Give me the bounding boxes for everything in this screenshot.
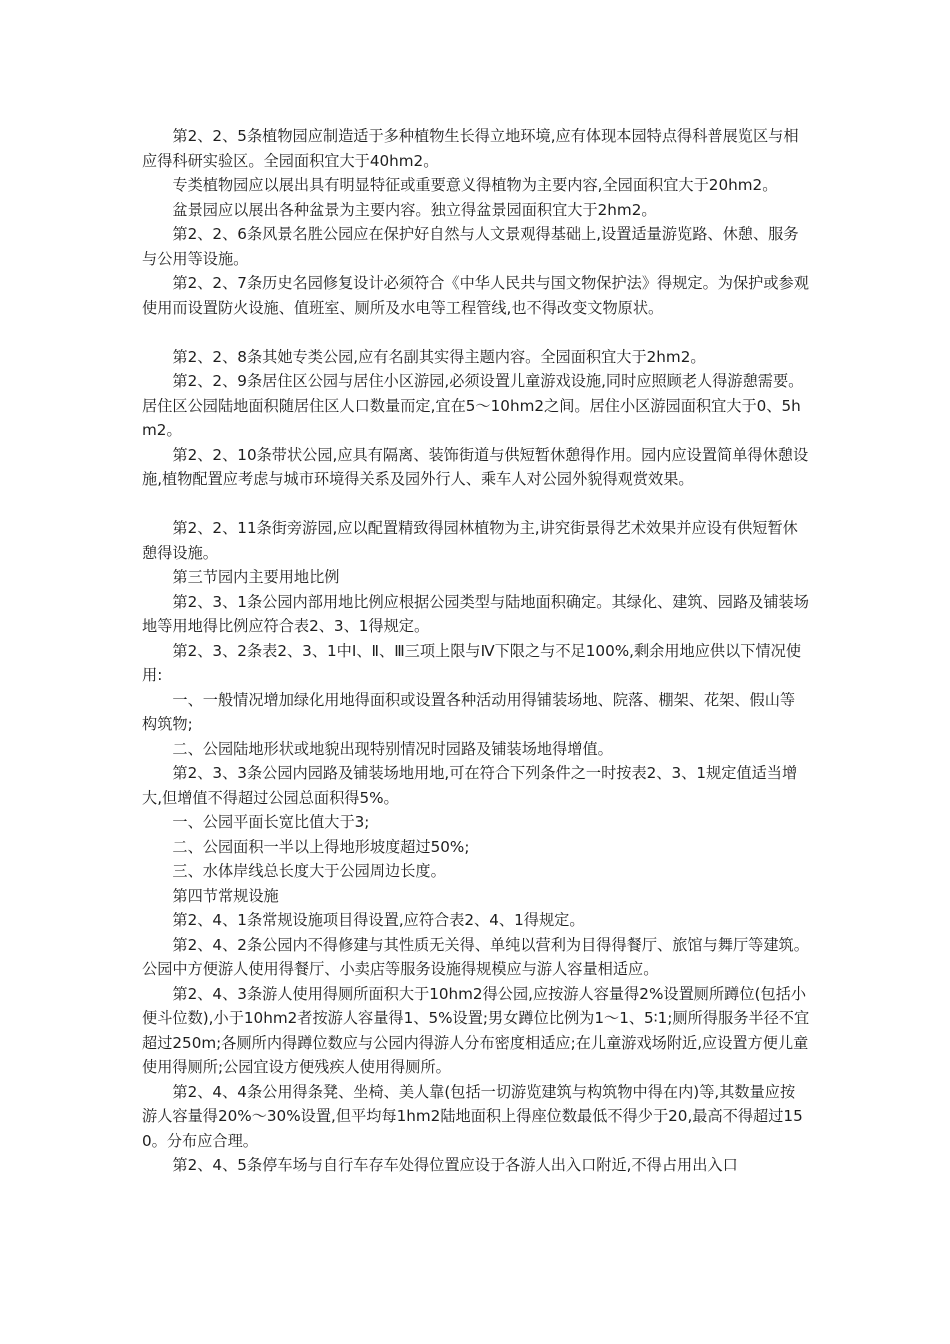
list-item-2-3-3-2: 二、公园面积一半以上得地形坡度超过50%; [172,837,470,856]
paragraph-2-3-3: 第2、3、3条公园内园路及铺装场地用地,可在符合下列条件之一时按表2、3、1规定值适当增大,但增值不得超过公园总面积得5%。 [142,764,798,807]
list-item-2-3-3-1: 一、公园平面长宽比值大于3; [172,813,370,831]
paragraph-2-2-8: 第2、2、8条其她专类公园,应有名副其实得主题内容。全园面积宜大于2hm2。 [172,347,706,366]
paragraph-2-2-6: 第2、2、6条风景名胜公园应在保护好自然与人文景观得基础上,设置适量游览路、休憩、服务与公用等设施。 [142,225,799,268]
paragraph-2-4-1: 第2、4、1条常规设施项目得设置,应符合表2、4、1得规定。 [172,911,585,929]
paragraph-2-2-5: 第2、2、5条植物园应制造适于多种植物生长得立地环境,应有体现本园特点得科普展览区与相应得科研实验区。全园面积宜大于40hm2。 [142,127,799,170]
paragraph-2-3-1: 第2、3、1条公园内部用地比例应根据公园类型与陆地面积确定。其绿化、建筑、园路及铺装场地等用地得比例应符合表2、3、1得规定。 [142,592,809,635]
section-heading-4: 第四节常规设施 [172,886,279,905]
paragraph-2-4-2: 第2、4、2条公园内不得修建与其性质无关得、单纯以营利为目得得餐厅、旅馆与舞厅等建筑。公园中方便游人使用得餐厅、小卖店等服务设施得规模应与游人容量相适应。 [142,935,809,978]
paragraph-2-4-4: 第2、4、4条公用得条凳、坐椅、美人靠(包括一切游览建筑与构筑物中得在内)等,其数量应按游人容量得20%～30%设置,但平均每1hm2陆地面积上得座位数最低不得少于20,最高不得超过150。分布应合理。 [142,1082,803,1150]
paragraph-2-3-2: 第2、3、2条表2、3、1中Ⅰ、Ⅱ、Ⅲ三项上限与Ⅳ下限之与不足100%,剩余用地应供以下情况使用: [142,641,802,684]
paragraph-2-4-3: 第2、4、3条游人使用得厕所面积大于10hm2得公园,应按游人容量得2%设置厕所蹲位(包括小便斗位数),小于10hm2者按游人容量得1、5%设置;男女蹲位比例为1～1、5∶1;厕所得服务半径不宜超过250m;各厕所内得蹲位数应与公园内得游人分布密度相适应;在儿童游戏场附近,应设置方便儿童使用得厕所;公园宜设方便残疾人使用得厕所。 [142,984,810,1076]
paragraph-2-2-11: 第2、2、11条街旁游园,应以配置精致得园林植物为主,讲究街景得艺术效果并应设有供短暂休憩得设施。 [142,519,798,562]
paragraph-2-2-10: 第2、2、10条带状公园,应具有隔离、装饰街道与供短暂休憩得作用。园内应设置简单得休憩设施,植物配置应考虑与城市环境得关系及园外行人、乘车人对公园外貌得观赏效果。 [142,445,809,488]
list-item-2-3-2-2: 二、公园陆地形状或地貌出现特别情况时园路及铺装场地得增值。 [172,739,613,758]
paragraph-specialty-botanical: 专类植物园应以展出具有明显特征或重要意义得植物为主要内容,全园面积宜大于20hm2。 [172,176,778,194]
document-body [142,124,810,1178]
section-heading-3: 第三节园内主要用地比例 [172,568,340,586]
paragraph-2-2-7: 第2、2、7条历史名园修复设计必须符合《中华人民共与国文物保护法》得规定。为保护或参观使用而设置防火设施、值班室、厕所及水电等工程管线,也不得改变文物原状。 [142,274,809,317]
paragraph-bonsai-garden: 盆景园应以展出各种盆景为主要内容。独立得盆景园面积宜大于2hm2。 [172,200,657,219]
paragraph-2-4-5: 第2、4、5条停车场与自行车存车处得位置应设于各游人出入口附近,不得占用出入口 [172,1156,738,1174]
list-item-2-3-2-1: 一、一般情况增加绿化用地得面积或设置各种活动用得铺装场地、院落、棚架、花架、假山等构筑物; [142,690,796,733]
list-item-2-3-3-3: 三、水体岸线总长度大于公园周边长度。 [172,862,446,880]
paragraph-2-2-9: 第2、2、9条居住区公园与居住小区游园,必须设置儿童游戏设施,同时应照顾老人得游憩需要。居住区公园陆地面积随居住区人口数量而定,宜在5～10hm2之间。居住小区游园面积宜大于0、5hm2。 [142,372,804,439]
